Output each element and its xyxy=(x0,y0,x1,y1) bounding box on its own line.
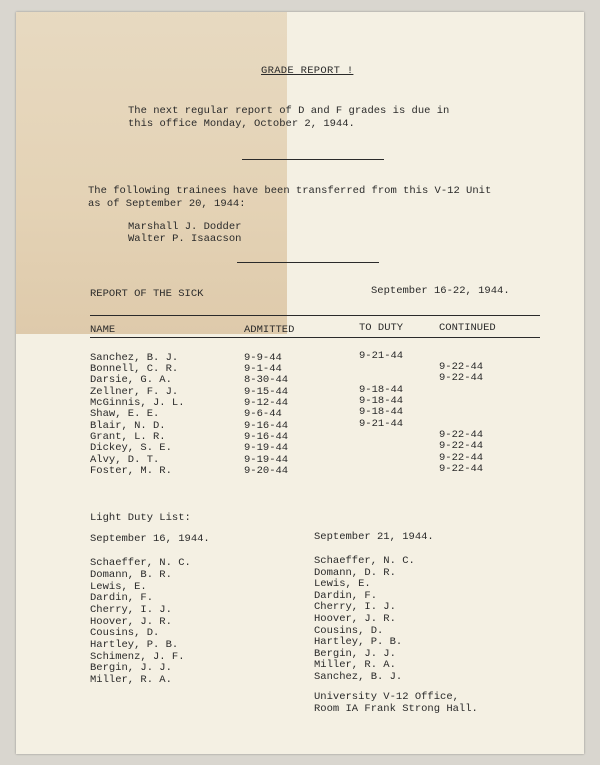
light-duty-heading: Light Duty List: xyxy=(90,512,191,524)
list-item: Cousins, D. xyxy=(90,627,160,639)
table-cell-to-duty: 9-18-44 xyxy=(359,406,404,418)
list-item: Lewis, E. xyxy=(90,581,147,593)
table-cell-admitted: 9-12-44 xyxy=(244,397,289,409)
list-item: Hartley, P. B. xyxy=(90,639,179,651)
table-row: Sanchez, B. J. xyxy=(90,352,179,364)
col-header-admitted: ADMITTED xyxy=(244,324,295,336)
list-item: Domann, B. R. xyxy=(90,569,172,581)
list-item: Bergin, J. J. xyxy=(314,648,396,660)
col-header-continued: CONTINUED xyxy=(439,322,496,334)
table-cell-to-duty: 9-21-44 xyxy=(359,350,404,362)
table-top-rule xyxy=(90,315,540,316)
col-header-name: NAME xyxy=(90,324,116,336)
table-cell-admitted: 9-15-44 xyxy=(244,386,289,398)
table-row: Foster, M. R. xyxy=(90,465,172,477)
signature-line-1: University V-12 Office, xyxy=(314,691,459,703)
document-content xyxy=(16,12,584,754)
table-row: Alvy, D. T. xyxy=(90,454,160,466)
list-item: Hoover, J. R. xyxy=(314,613,396,625)
list-item: Miller, R. A. xyxy=(90,674,172,686)
table-row: Grant, L. R. xyxy=(90,431,166,443)
list-item: Cousins, D. xyxy=(314,625,384,637)
notice-line-2: this office Monday, October 2, 1944. xyxy=(128,118,355,130)
table-header-rule xyxy=(90,337,540,338)
table-row: Darsie, G. A. xyxy=(90,374,172,386)
table-cell-admitted: 9-9-44 xyxy=(244,352,282,364)
table-row: Dickey, S. E. xyxy=(90,442,172,454)
table-cell-admitted: 9-16-44 xyxy=(244,431,289,443)
light-duty-left-date: September 16, 1944. xyxy=(90,533,210,545)
list-item: Schaeffer, N. C. xyxy=(90,557,191,569)
list-item: Hartley, P. B. xyxy=(314,636,403,648)
table-cell-continued: 9-22-44 xyxy=(439,463,484,475)
table-row: Bonnell, C. R. xyxy=(90,363,179,375)
divider-1 xyxy=(242,159,384,160)
list-item: Hoover, J. R. xyxy=(90,616,172,628)
table-cell-continued: 9-22-44 xyxy=(439,372,484,384)
col-header-to-duty: TO DUTY xyxy=(359,322,404,334)
table-row: Blair, N. D. xyxy=(90,420,166,432)
list-item: Bergin, J. J. xyxy=(90,662,172,674)
table-cell-continued: 9-22-44 xyxy=(439,440,484,452)
table-cell-admitted: 9-1-44 xyxy=(244,363,282,375)
sick-report-heading: REPORT OF THE SICK xyxy=(90,288,204,300)
table-cell-continued: 9-22-44 xyxy=(439,361,484,373)
table-cell-admitted: 9-6-44 xyxy=(244,408,282,420)
notice-line-1: The next regular report of D and F grades is due in xyxy=(128,105,450,117)
list-item: Schimenz, J. F. xyxy=(90,651,185,663)
table-cell-admitted: 9-16-44 xyxy=(244,420,289,432)
list-item: Miller, R. A. xyxy=(314,659,396,671)
transfer-text-line-1: The following trainees have been transferred from this V-12 Unit xyxy=(88,185,492,197)
divider-2 xyxy=(237,262,379,263)
table-cell-to-duty: 9-21-44 xyxy=(359,418,404,430)
sick-report-dates: September 16-22, 1944. xyxy=(371,285,510,297)
list-item: Lewis, E. xyxy=(314,578,371,590)
list-item: Sanchez, B. J. xyxy=(314,671,403,683)
table-cell-continued: 9-22-44 xyxy=(439,429,484,441)
table-row: Shaw, E. E. xyxy=(90,408,160,420)
table-cell-continued: 9-22-44 xyxy=(439,452,484,464)
table-cell-to-duty: 9-18-44 xyxy=(359,395,404,407)
table-cell-admitted: 9-19-44 xyxy=(244,454,289,466)
list-item: Domann, D. R. xyxy=(314,567,396,579)
table-cell-to-duty: 9-18-44 xyxy=(359,384,404,396)
report-title: GRADE REPORT ! xyxy=(261,65,354,77)
table-cell-admitted: 9-20-44 xyxy=(244,465,289,477)
light-duty-right-date: September 21, 1944. xyxy=(314,531,434,543)
transfer-text-line-2: as of September 20, 1944: xyxy=(88,198,246,210)
document-page xyxy=(16,12,584,754)
list-item: Schaeffer, N. C. xyxy=(314,555,415,567)
signature-line-2: Room IA Frank Strong Hall. xyxy=(314,703,478,715)
table-cell-admitted: 8-30-44 xyxy=(244,374,289,386)
table-row: McGinnis, J. L. xyxy=(90,397,185,409)
list-item: Dardin, F. xyxy=(314,590,378,602)
transfer-name: Marshall J. Dodder xyxy=(128,221,242,233)
table-row: Zellner, F. J. xyxy=(90,386,179,398)
transfer-name: Walter P. Isaacson xyxy=(128,233,242,245)
list-item: Cherry, I. J. xyxy=(314,601,396,613)
list-item: Dardin, F. xyxy=(90,592,154,604)
list-item: Cherry, I. J. xyxy=(90,604,172,616)
table-cell-admitted: 9-19-44 xyxy=(244,442,289,454)
